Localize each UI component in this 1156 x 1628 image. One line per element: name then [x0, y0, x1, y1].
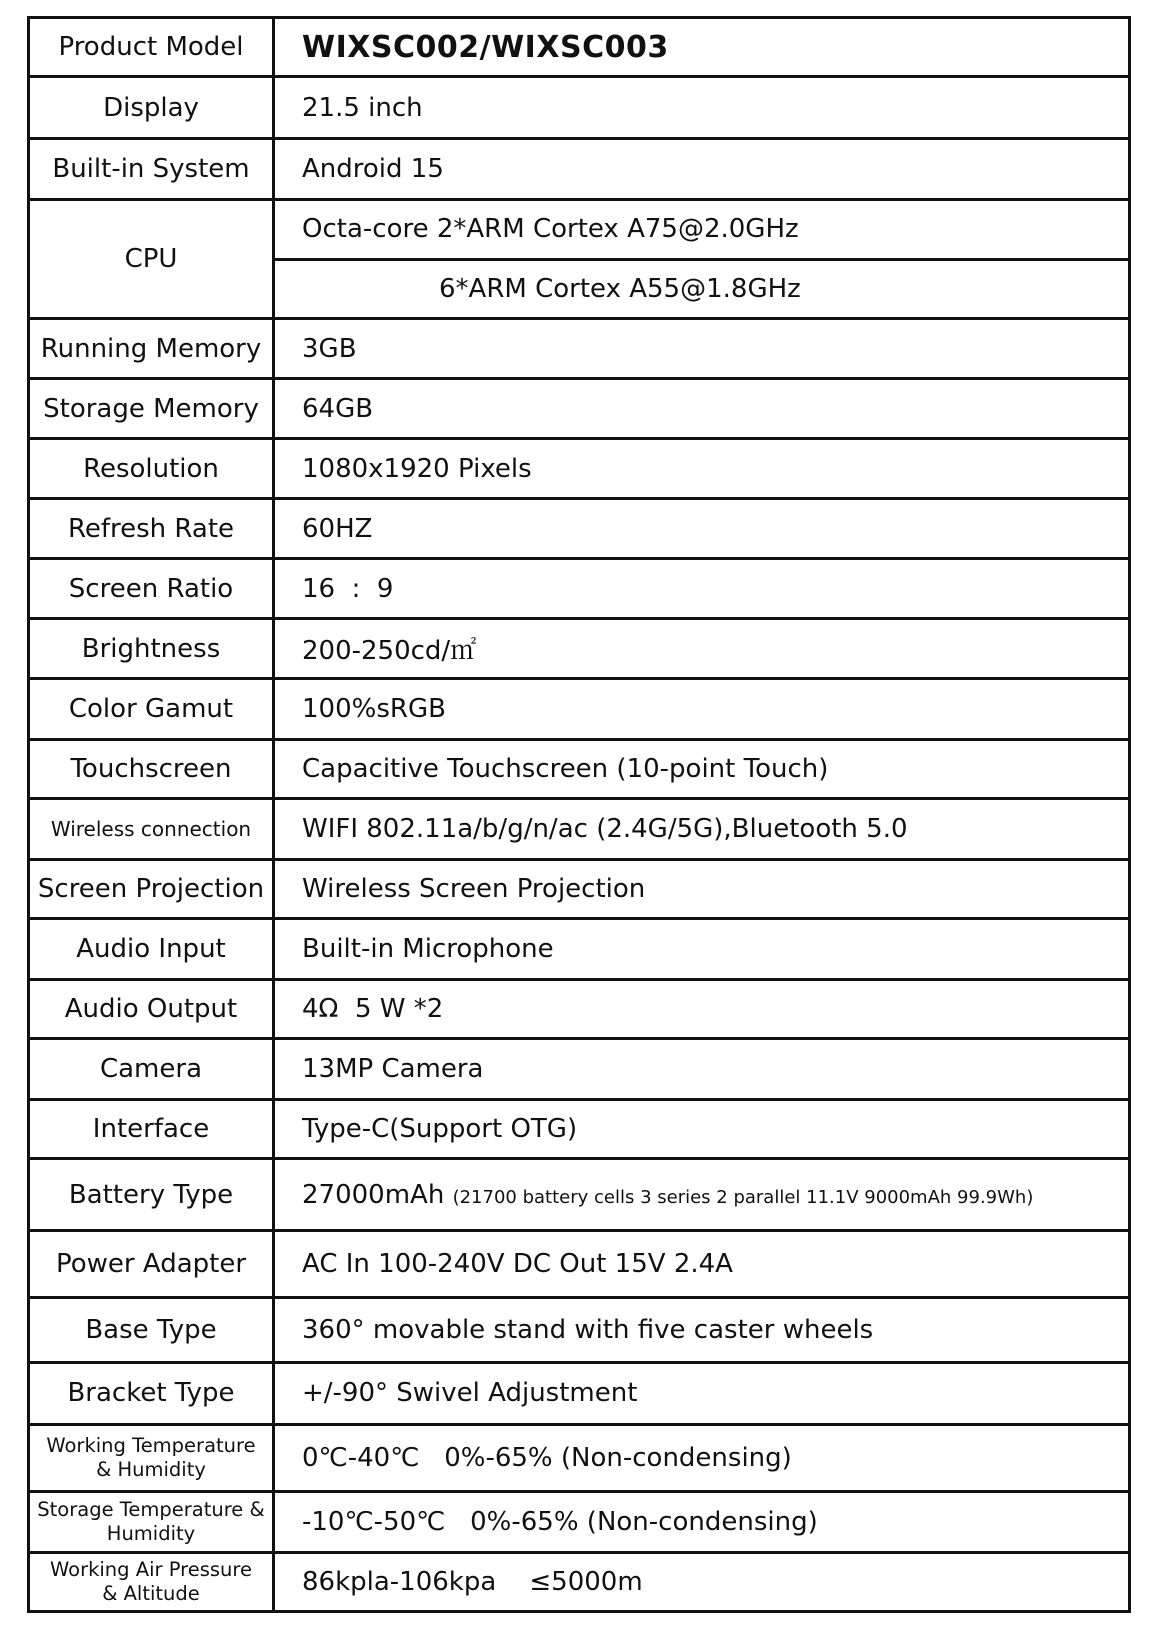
color-gamut-value: 100%sRGB	[274, 679, 1130, 740]
resolution-value: 1080x1920 Pixels	[274, 439, 1130, 498]
storage-temperature-label-line2: Humidity	[106, 1522, 196, 1546]
power-adapter-label: Power Adapter	[29, 1231, 274, 1298]
storage-memory-label: Storage Memory	[29, 378, 274, 439]
row-camera	[29, 1039, 1130, 1100]
brightness-label: Brightness	[29, 618, 274, 679]
row-bracket-type	[29, 1362, 1130, 1425]
battery-capacity: 27000mAh	[302, 1179, 445, 1210]
camera-label: Camera	[29, 1039, 274, 1100]
row-resolution	[29, 439, 1130, 498]
screen-ratio-label: Screen Ratio	[29, 559, 274, 618]
wireless-connection-label: Wireless connection	[29, 799, 274, 860]
row-working-air-pressure	[29, 1553, 1130, 1612]
row-screen-projection	[29, 859, 1130, 918]
row-screen-ratio	[29, 559, 1130, 618]
touchscreen-value: Capacitive Touchscreen (10-point Touch)	[274, 739, 1130, 798]
bracket-type-label: Bracket Type	[29, 1362, 274, 1425]
row-brightness	[29, 618, 1130, 679]
refresh-rate-value: 60HZ	[274, 498, 1130, 559]
interface-value: Type-C(Support OTG)	[274, 1099, 1130, 1158]
audio-input-label: Audio Input	[29, 919, 274, 980]
row-working-temperature	[29, 1425, 1130, 1492]
working-temperature-label	[29, 1425, 274, 1492]
wireless-connection-value: WIFI 802.11a/b/g/n/ac (2.4G/5G),Bluetooth 5.0	[274, 799, 1130, 860]
screen-projection-label: Screen Projection	[29, 859, 274, 918]
product-model-value: WIXSC002/WIXSC003	[274, 18, 1130, 77]
row-touchscreen	[29, 739, 1130, 798]
audio-output-label: Audio Output	[29, 979, 274, 1038]
row-color-gamut	[29, 679, 1130, 740]
row-running-memory	[29, 319, 1130, 378]
touchscreen-label: Touchscreen	[29, 739, 274, 798]
row-cpu	[29, 199, 1130, 260]
audio-input-value: Built-in Microphone	[274, 919, 1130, 980]
color-gamut-label: Color Gamut	[29, 679, 274, 740]
working-air-pressure-label	[29, 1553, 274, 1612]
display-label: Display	[29, 77, 274, 139]
spec-table	[27, 16, 1131, 1613]
working-air-pressure-value: 86kpla-106kpa ≤5000m	[274, 1553, 1130, 1612]
row-storage-temperature	[29, 1491, 1130, 1553]
row-refresh-rate	[29, 498, 1130, 559]
row-battery-type	[29, 1159, 1130, 1231]
row-interface	[29, 1099, 1130, 1158]
bracket-type-value: +/-90° Swivel Adjustment	[274, 1362, 1130, 1425]
row-audio-output	[29, 979, 1130, 1038]
cpu-value-primary: Octa-core 2*ARM Cortex A75@2.0GHz	[274, 199, 1130, 260]
row-wireless-connection	[29, 799, 1130, 860]
row-built-in-system	[29, 139, 1130, 200]
row-product-model	[29, 18, 1130, 77]
base-type-label: Base Type	[29, 1297, 274, 1362]
base-type-value: 360° movable stand with five caster wheels	[274, 1297, 1130, 1362]
row-storage-memory	[29, 378, 1130, 439]
row-audio-input	[29, 919, 1130, 980]
storage-temperature-label	[29, 1491, 274, 1553]
battery-type-label: Battery Type	[29, 1159, 274, 1231]
running-memory-label: Running Memory	[29, 319, 274, 378]
power-adapter-value: AC In 100-240V DC Out 15V 2.4A	[274, 1231, 1130, 1298]
refresh-rate-label: Refresh Rate	[29, 498, 274, 559]
camera-value: 13MP Camera	[274, 1039, 1130, 1100]
battery-note: (21700 battery cells 3 series 2 parallel 11.1V 9000mAh 99.9Wh)	[452, 1186, 1034, 1208]
working-air-pressure-label-line2: & Altitude	[102, 1582, 200, 1606]
storage-temperature-value: -10℃-50℃ 0%-65% (Non-condensing)	[274, 1491, 1130, 1553]
working-temperature-label-line1: Working Temperature	[46, 1433, 256, 1457]
working-air-pressure-label-line1: Working Air Pressure	[50, 1558, 252, 1582]
product-model-label: Product Model	[29, 18, 274, 77]
cpu-label: CPU	[29, 199, 274, 319]
working-temperature-value: 0℃-40℃ 0%-65% (Non-condensing)	[274, 1425, 1130, 1492]
working-temperature-label-line2: & Humidity	[96, 1457, 206, 1481]
display-value: 21.5 inch	[274, 77, 1130, 139]
battery-type-value	[274, 1159, 1130, 1231]
row-base-type	[29, 1297, 1130, 1362]
audio-output-value: 4Ω 5 W *2	[274, 979, 1130, 1038]
storage-temperature-label-line1: Storage Temperature &	[37, 1498, 265, 1522]
row-power-adapter	[29, 1231, 1130, 1298]
built-in-system-label: Built-in System	[29, 139, 274, 200]
screen-projection-value: Wireless Screen Projection	[274, 859, 1130, 918]
row-display	[29, 77, 1130, 139]
screen-ratio-value: 16 : 9	[274, 559, 1130, 618]
interface-label: Interface	[29, 1099, 274, 1158]
running-memory-value: 3GB	[274, 319, 1130, 378]
brightness-value: 200-250cd/㎡	[274, 618, 1130, 679]
storage-memory-value: 64GB	[274, 378, 1130, 439]
built-in-system-value: Android 15	[274, 139, 1130, 200]
resolution-label: Resolution	[29, 439, 274, 498]
cpu-value-secondary: 6*ARM Cortex A55@1.8GHz	[274, 260, 1130, 319]
